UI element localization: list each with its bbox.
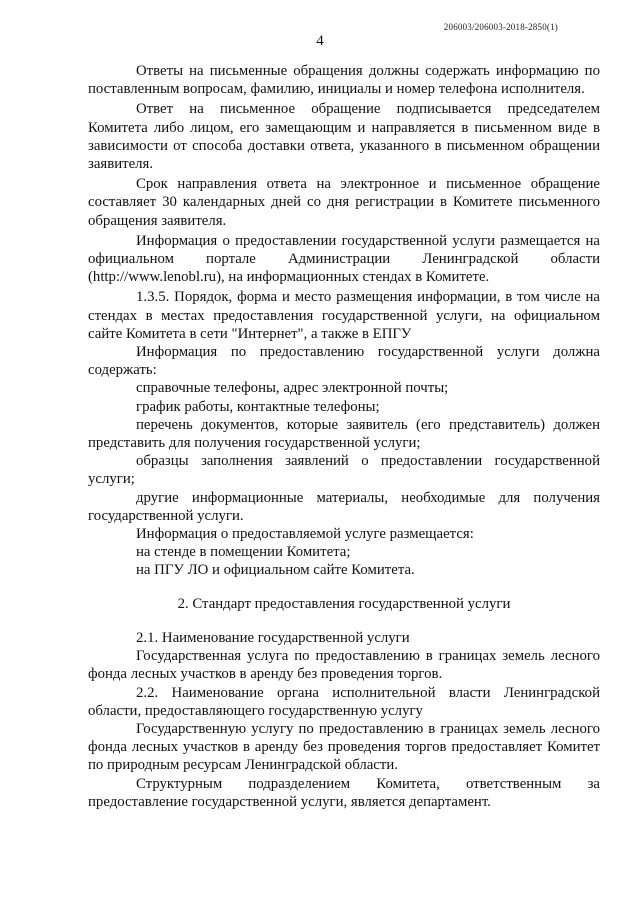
document-body — [88, 62, 600, 811]
paragraph-reply-signature: Ответ на письменное обращение подписывается председателем Комитета либо лицом, его замещающим и направляется в письменном виде в зависимости от способа доставки ответа, указанного в письменном обращении заявителя. — [88, 101, 600, 173]
subsection-2-1-title: 2.1. Наименование государственной услуги — [136, 629, 410, 646]
list-item-other-materials: другие информационные материалы, необходимые для получения государственной услуги. — [88, 489, 600, 524]
list-item-phones-email: справочные телефоны, адрес электронной почты; — [136, 380, 449, 397]
list-item-schedule: график работы, контактные телефоны; — [136, 398, 380, 415]
list-item-portal-site: на ПГУ ЛО и официальном сайте Комитета. — [136, 562, 415, 579]
list-item-documents: перечень документов, которые заявитель (его представитель) должен представить для получения государственной услуги; — [88, 416, 600, 452]
section-heading: 2. Стандарт предоставления государственной услуги — [177, 595, 511, 612]
paragraph-info-contents: Информация по предоставлению государственной услуги должна содержать: — [88, 344, 600, 379]
list-item-samples: образцы заполнения заявлений о предоставлении государственной услуги; — [88, 453, 600, 488]
paragraph-service-provider: Государственную услугу по предоставлению в границах земель лесного фонда лесных участков в аренду без проведения торгов предоставляет Комитет по природным ресурсам Ленинградской области. — [88, 720, 600, 774]
paragraph-section-1-3-5: 1.3.5. Порядок, форма и место размещения информации, в том числе на стендах в местах предоставления государственной услуги, на официальном сайте Комитета в сети "Интернет", а также в ЕПГУ — [88, 289, 600, 342]
paragraph-info-portal: Информация о предоставлении государственной услуги размещается на официальном портале Администрации Ленинградской области (http://www.lenobl.ru), на информационных стендах в Комитете. — [88, 232, 600, 286]
list-item-stand: на стенде в помещении Комитета; — [136, 544, 351, 561]
paragraph-responsible-unit: Структурным подразделением Комитета, ответственным за предоставление государственной услуги, является департамент. — [88, 775, 600, 810]
document-code: 206003/206003-2018-2850(1) — [443, 22, 558, 32]
paragraph-reply-deadline: Срок направления ответа на электронное и письменное обращение составляет 30 календарных дней со дня регистрации в Комитете письменного обращения заявителя. — [88, 176, 600, 229]
paragraph-reply-content: Ответы на письменные обращения должны содержать информацию по поставленным вопросам, фамилию, инициалы и номер телефона исполнителя. — [88, 63, 600, 98]
paragraph-service-name: Государственная услуга по предоставлению в границах земель лесного фонда лесных участков в аренду без проведения торгов. — [88, 648, 600, 683]
paragraph-info-placement: Информация о предоставляемой услуге размещается: — [136, 526, 474, 543]
subsection-2-2-title: 2.2. Наименование органа исполнительной власти Ленинградской области, предоставляющего государственную услугу — [88, 684, 600, 719]
page-number: 4 — [316, 33, 324, 49]
